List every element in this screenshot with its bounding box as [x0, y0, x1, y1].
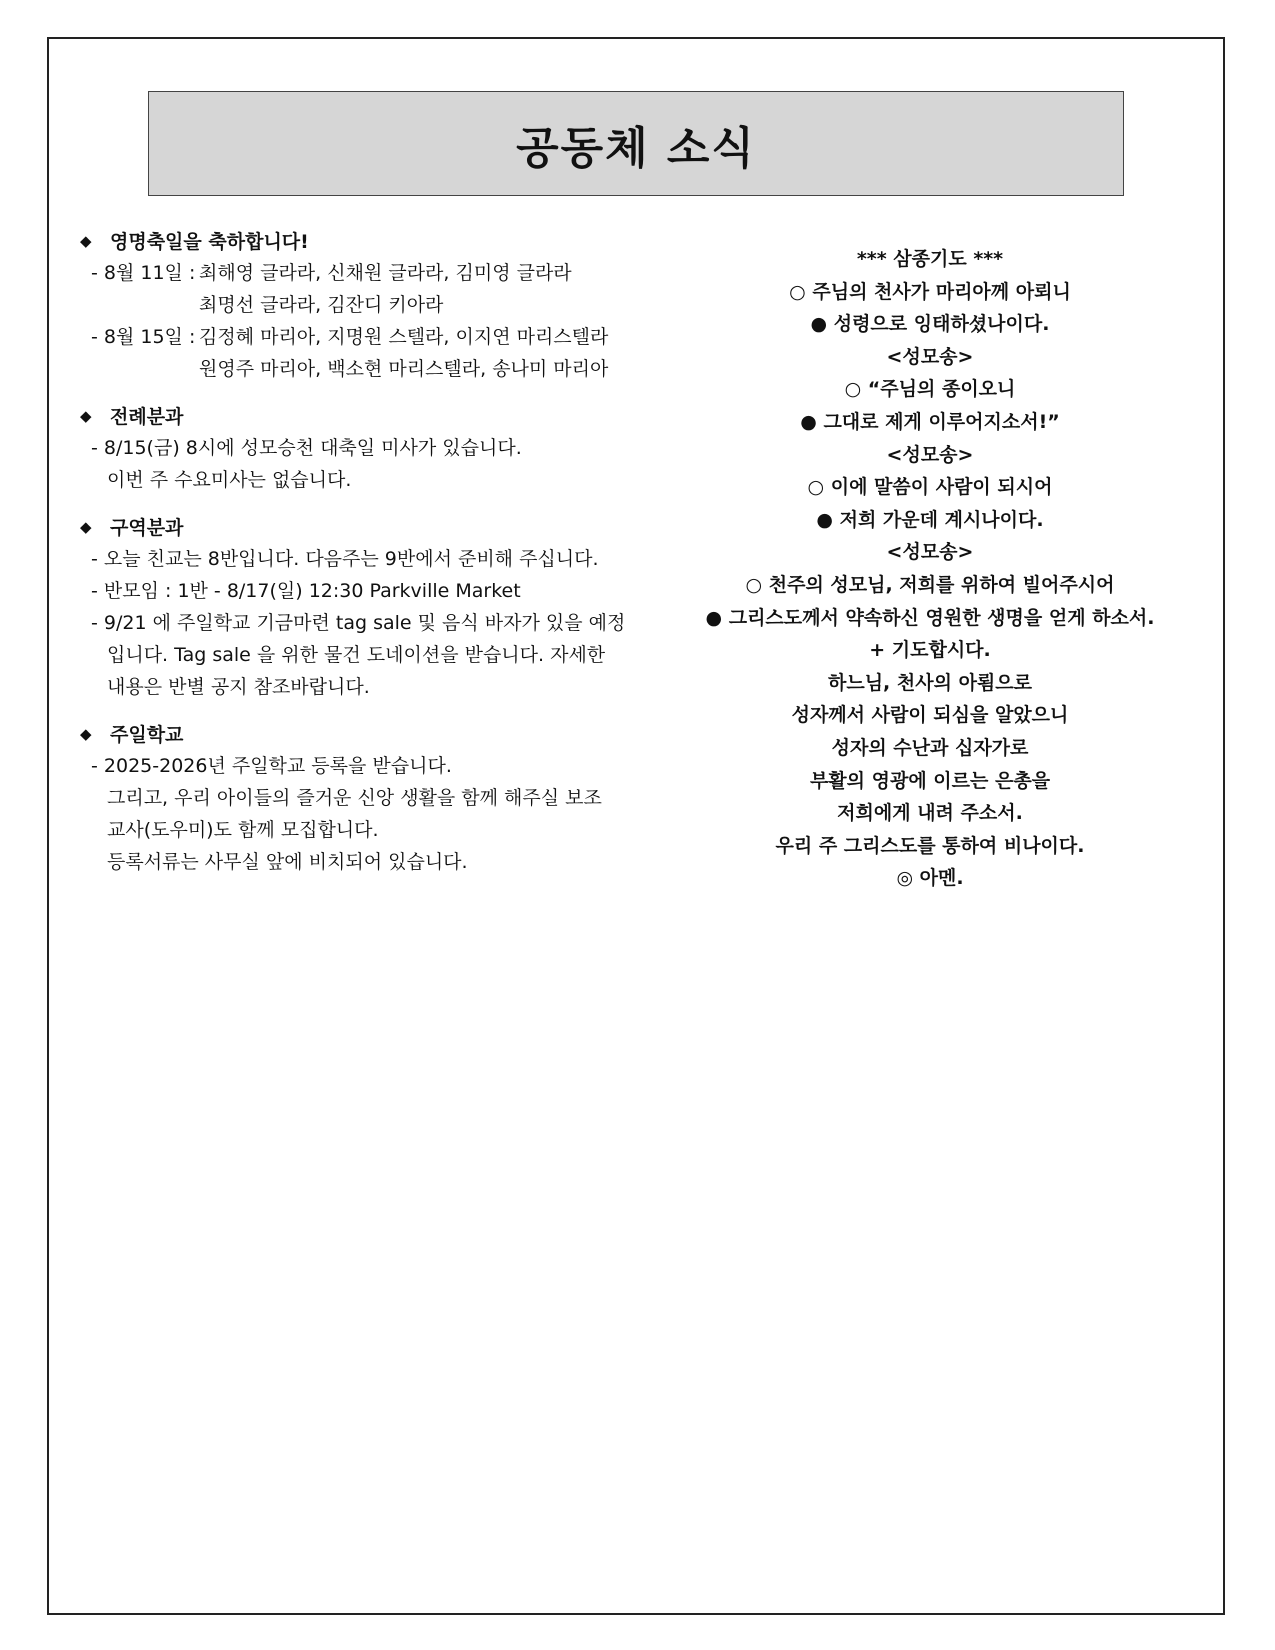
list-item — [78, 353, 638, 385]
prayer-line: ● 그리스도께서 약속하신 영원한 생명을 얻게 하소서. — [705, 606, 1155, 629]
prayer-line: ● 성령으로 잉태하셨나이다. — [810, 313, 1050, 336]
diamond-bullet-icon: ◆ — [80, 724, 92, 743]
list-item: 입니다. Tag sale 을 위한 물건 도네이션을 받습니다. 자세한 — [107, 644, 606, 666]
prayer-line: ● 그대로 제게 이루어지소서!” — [800, 410, 1060, 433]
names-text: 원영주 마리아, 백소현 마리스텔라, 송나미 마리아 — [199, 358, 609, 380]
announcements-column — [78, 224, 638, 892]
prayer-line: <성모송> — [886, 541, 974, 564]
diamond-bullet-icon: ◆ — [80, 231, 92, 250]
prayer-line: ● 저희 가운데 계시나이다. — [816, 508, 1044, 531]
diamond-bullet-icon: ◆ — [80, 406, 92, 425]
list-item: - 9/21 에 주일학교 기금마련 tag sale 및 음식 바자가 있을 예정 — [91, 612, 626, 634]
section-title: 영명축일을 축하합니다! — [110, 231, 309, 253]
section-sunday-school — [78, 717, 638, 878]
section-heading — [78, 224, 638, 257]
names-text: 최해영 글라라, 신채원 글라라, 김미영 글라라 — [199, 262, 572, 284]
angelus-prayer — [670, 243, 1190, 895]
prayer-line: 성자의 수난과 십자가로 — [831, 736, 1029, 759]
section-title: 주일학교 — [110, 724, 184, 746]
section-heading — [78, 399, 638, 432]
prayer-line: ○ “주님의 종이오니 — [844, 378, 1016, 401]
section-title: 구역분과 — [110, 517, 184, 539]
section-liturgy — [78, 399, 638, 496]
section-title: 전례분과 — [110, 406, 184, 428]
list-item — [78, 321, 638, 353]
page-title: 공동체 소식 — [516, 122, 756, 174]
list-item — [78, 257, 638, 289]
prayer-line: ○ 천주의 성모님, 저희를 위하여 빌어주시어 — [745, 573, 1115, 596]
prayer-line: + 기도합시다. — [869, 639, 991, 662]
list-item: 교사(도우미)도 함께 모집합니다. — [107, 819, 379, 841]
list-item: 이번 주 수요미사는 없습니다. — [107, 469, 352, 491]
prayer-amen: ◎ 아멘. — [896, 867, 964, 890]
prayer-line: <성모송> — [886, 443, 974, 466]
list-item — [78, 289, 638, 321]
list-item: - 8/15(금) 8시에 성모승천 대축일 미사가 있습니다. — [91, 437, 522, 459]
prayer-line: ○ 이에 말씀이 사람이 되시어 — [807, 476, 1053, 499]
prayer-line: 부활의 영광에 이르는 은총을 — [809, 769, 1051, 792]
date-label: - 8월 11일 : — [91, 262, 196, 284]
diamond-bullet-icon: ◆ — [80, 517, 92, 536]
prayer-line: 우리 주 그리스도를 통하여 비나이다. — [775, 834, 1085, 857]
list-item: 등록서류는 사무실 앞에 비치되어 있습니다. — [107, 851, 468, 873]
section-feast-days — [78, 224, 638, 385]
prayer-line: 하느님, 천사의 아룀으로 — [828, 671, 1032, 694]
date-label: - 8월 15일 : — [91, 326, 196, 348]
list-item: 그리고, 우리 아이들의 즐거운 신앙 생활을 함께 해주실 보조 — [107, 787, 602, 809]
prayer-title: *** 삼종기도 *** — [856, 248, 1004, 270]
section-heading — [78, 717, 638, 750]
prayer-line: 성자께서 사람이 되심을 알았으니 — [791, 704, 1069, 727]
section-heading — [78, 510, 638, 543]
prayer-line: ○ 주님의 천사가 마리아께 아뢰니 — [789, 280, 1071, 303]
names-text: 김정혜 마리아, 지명원 스텔라, 이지연 마리스텔라 — [199, 326, 609, 348]
title-box — [148, 91, 1124, 196]
prayer-line: 저희에게 내려 주소서. — [837, 802, 1023, 825]
section-district — [78, 510, 638, 703]
names-text: 최명선 글라라, 김잔디 키아라 — [199, 294, 444, 316]
list-item: - 반모임 : 1반 - 8/17(일) 12:30 Parkville Market — [91, 580, 521, 602]
list-item: - 오늘 친교는 8반입니다. 다음주는 9반에서 준비해 주십니다. — [91, 548, 599, 570]
list-item: 내용은 반별 공지 참조바랍니다. — [107, 676, 370, 698]
list-item: - 2025-2026년 주일학교 등록을 받습니다. — [91, 755, 452, 777]
prayer-line: <성모송> — [886, 345, 974, 368]
